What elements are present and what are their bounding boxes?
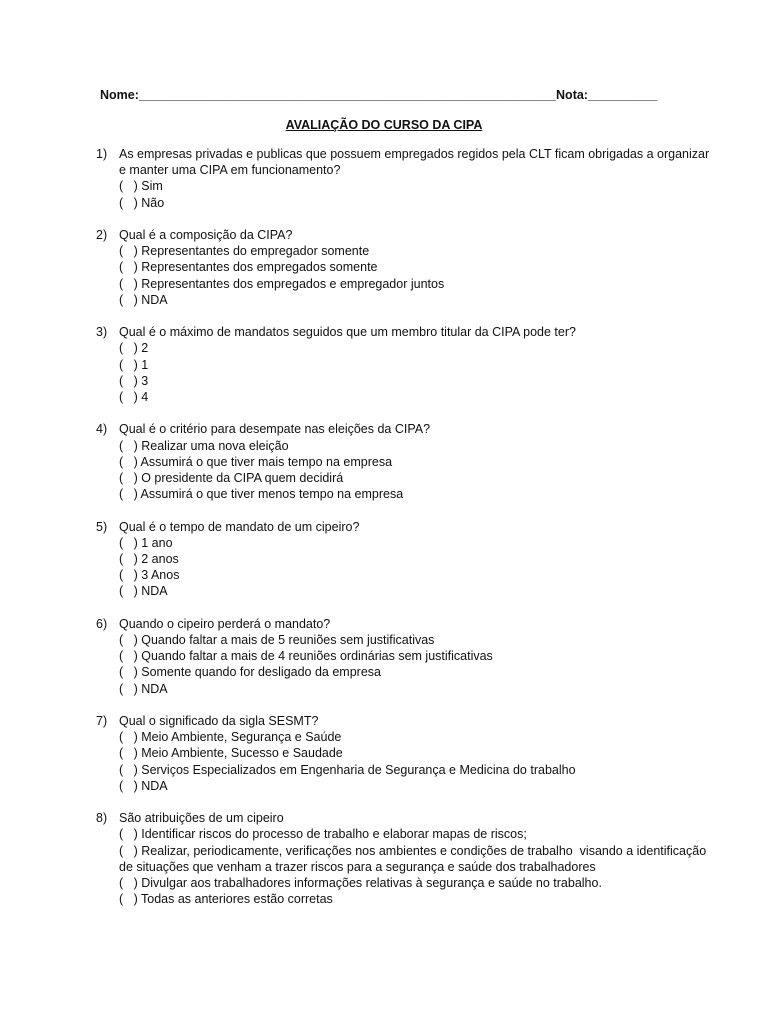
answer-checkbox[interactable]: ( ) [119, 584, 138, 599]
question-text: São atribuições de um cipeiro [119, 811, 284, 826]
answer-option[interactable]: ( ) O presidente da CIPA quem decidirá [119, 471, 344, 486]
answer-checkbox[interactable]: ( ) [119, 778, 138, 793]
answer-option[interactable]: ( ) Representantes dos empregados e empregador juntos [119, 276, 445, 291]
answer-option[interactable]: ( ) Todas as anteriores estão corretas [119, 892, 333, 907]
answer-option[interactable]: ( ) 3 [119, 373, 149, 388]
question-8 [96, 810, 716, 907]
question-text: Qual é o máximo de mandatos seguidos que um membro titular da CIPA pode ter? [119, 325, 576, 340]
answer-option[interactable]: ( ) 1 [119, 357, 149, 372]
question-1 [96, 146, 716, 211]
answer-checkbox[interactable]: ( ) [119, 260, 138, 275]
answer-checkbox[interactable]: ( ) [119, 762, 138, 777]
answer-checkbox[interactable]: ( ) [119, 276, 138, 291]
question-text: As empresas privadas e publicas que possuem empregados regidos pela CLT ficam obrigadas a organizar e manter uma CIPA em funcionamento? [119, 147, 710, 178]
answer-option[interactable]: ( ) Identificar riscos do processo de trabalho e elaborar mapas de riscos; [119, 827, 527, 842]
answer-option[interactable]: ( ) Quando faltar a mais de 4 reuniões ordinárias sem justificativas [119, 649, 493, 664]
answer-option[interactable]: ( ) Representantes dos empregados somente [119, 260, 378, 275]
question-text: Quando o cipeiro perderá o mandato? [119, 616, 331, 631]
question-number: 8) [96, 811, 108, 826]
answer-checkbox[interactable]: ( ) [119, 665, 138, 680]
answer-option[interactable]: ( ) Assumirá o que tiver menos tempo na empresa [119, 487, 404, 502]
answer-option[interactable]: ( ) Serviços Especializados em Engenharia de Segurança e Medicina do trabalho [119, 762, 576, 777]
answer-checkbox[interactable]: ( ) [119, 730, 138, 745]
answer-option[interactable]: ( ) 3 Anos [119, 568, 180, 583]
answer-checkbox[interactable]: ( ) [119, 552, 138, 567]
question-number: 4) [96, 422, 108, 437]
answer-checkbox[interactable]: ( ) [119, 633, 138, 648]
answer-checkbox[interactable]: ( ) [119, 892, 138, 907]
answer-checkbox[interactable]: ( ) [119, 827, 138, 842]
question-text: Qual é a composição da CIPA? [119, 228, 293, 242]
answer-option[interactable]: ( ) Realizar, periodicamente, verificações nos ambientes e condições de trabalho visando a identificação de situações que venham a trazer riscos para a segurança e saúde dos trabalhadores [119, 843, 710, 874]
answer-checkbox[interactable]: ( ) [119, 535, 138, 550]
answer-checkbox[interactable]: ( ) [119, 843, 138, 858]
name-blank[interactable]: ____________________________________________________________ [138, 88, 557, 102]
answer-checkbox[interactable]: ( ) [119, 390, 138, 405]
question-text: Qual é o critério para desempate nas eleições da CIPA? [119, 422, 431, 437]
answer-checkbox[interactable]: ( ) [119, 244, 138, 259]
answer-checkbox[interactable]: ( ) [119, 454, 138, 469]
nota-blank[interactable]: __________ [587, 88, 658, 102]
answer-checkbox[interactable]: ( ) [119, 487, 138, 502]
question-number: 2) [96, 228, 108, 242]
header-line [100, 88, 658, 102]
answer-option[interactable]: ( ) 2 anos [119, 552, 179, 567]
answer-checkbox[interactable]: ( ) [119, 341, 138, 356]
question-5 [96, 519, 716, 600]
name-label: Nome: [100, 88, 139, 102]
answer-checkbox[interactable]: ( ) [119, 876, 138, 891]
answer-option[interactable]: ( ) Realizar uma nova eleição [119, 438, 289, 453]
question-number: 7) [96, 714, 108, 729]
answer-checkbox[interactable]: ( ) [119, 568, 138, 583]
question-text: Qual o significado da sigla SESMT? [119, 714, 319, 729]
answer-checkbox[interactable]: ( ) [119, 357, 138, 372]
answer-option[interactable]: ( ) Meio Ambiente, Segurança e Saúde [119, 730, 342, 745]
answer-option[interactable]: ( ) Representantes do empregador somente [119, 244, 370, 259]
answer-option[interactable]: ( ) NDA [119, 584, 168, 599]
answer-option[interactable]: ( ) NDA [119, 681, 168, 696]
answer-option[interactable]: ( ) Assumirá o que tiver mais tempo na empresa [119, 454, 393, 469]
question-number: 6) [96, 616, 108, 631]
answer-option[interactable]: ( ) Sim [119, 179, 163, 194]
answer-option[interactable]: ( ) Meio Ambiente, Sucesso e Saudade [119, 746, 343, 761]
question-number: 3) [96, 325, 108, 340]
answer-option[interactable]: ( ) NDA [119, 778, 168, 793]
answer-option[interactable]: ( ) 4 [119, 390, 149, 405]
question-6 [96, 616, 716, 697]
answer-checkbox[interactable]: ( ) [119, 649, 138, 664]
answer-option[interactable]: ( ) Não [119, 195, 165, 210]
answer-checkbox[interactable]: ( ) [119, 746, 138, 761]
question-number: 1) [96, 147, 108, 161]
nota-label: Nota: [556, 88, 588, 102]
answer-checkbox[interactable]: ( ) [119, 681, 138, 696]
question-2 [96, 227, 716, 308]
question-list [96, 146, 716, 924]
answer-option[interactable]: ( ) Somente quando for desligado da empresa [119, 665, 381, 680]
answer-checkbox[interactable]: ( ) [119, 179, 138, 194]
question-number: 5) [96, 519, 108, 534]
answer-option[interactable]: ( ) 1 ano [119, 535, 173, 550]
answer-checkbox[interactable]: ( ) [119, 292, 138, 307]
question-text: Qual é o tempo de mandato de um cipeiro? [119, 519, 360, 534]
document-title: AVALIAÇÃO DO CURSO DA CIPA [285, 118, 483, 132]
answer-option[interactable]: ( ) 2 [119, 341, 149, 356]
answer-checkbox[interactable]: ( ) [119, 373, 138, 388]
answer-checkbox[interactable]: ( ) [119, 438, 138, 453]
question-7 [96, 713, 716, 794]
question-4 [96, 421, 716, 502]
answer-option[interactable]: ( ) Quando faltar a mais de 5 reuniões sem justificativas [119, 633, 435, 648]
answer-option[interactable]: ( ) NDA [119, 292, 168, 307]
answer-checkbox[interactable]: ( ) [119, 471, 138, 486]
answer-option[interactable]: ( ) Divulgar aos trabalhadores informações relativas à segurança e saúde no trabalho. [119, 876, 602, 891]
answer-checkbox[interactable]: ( ) [119, 195, 138, 210]
question-3 [96, 324, 716, 405]
